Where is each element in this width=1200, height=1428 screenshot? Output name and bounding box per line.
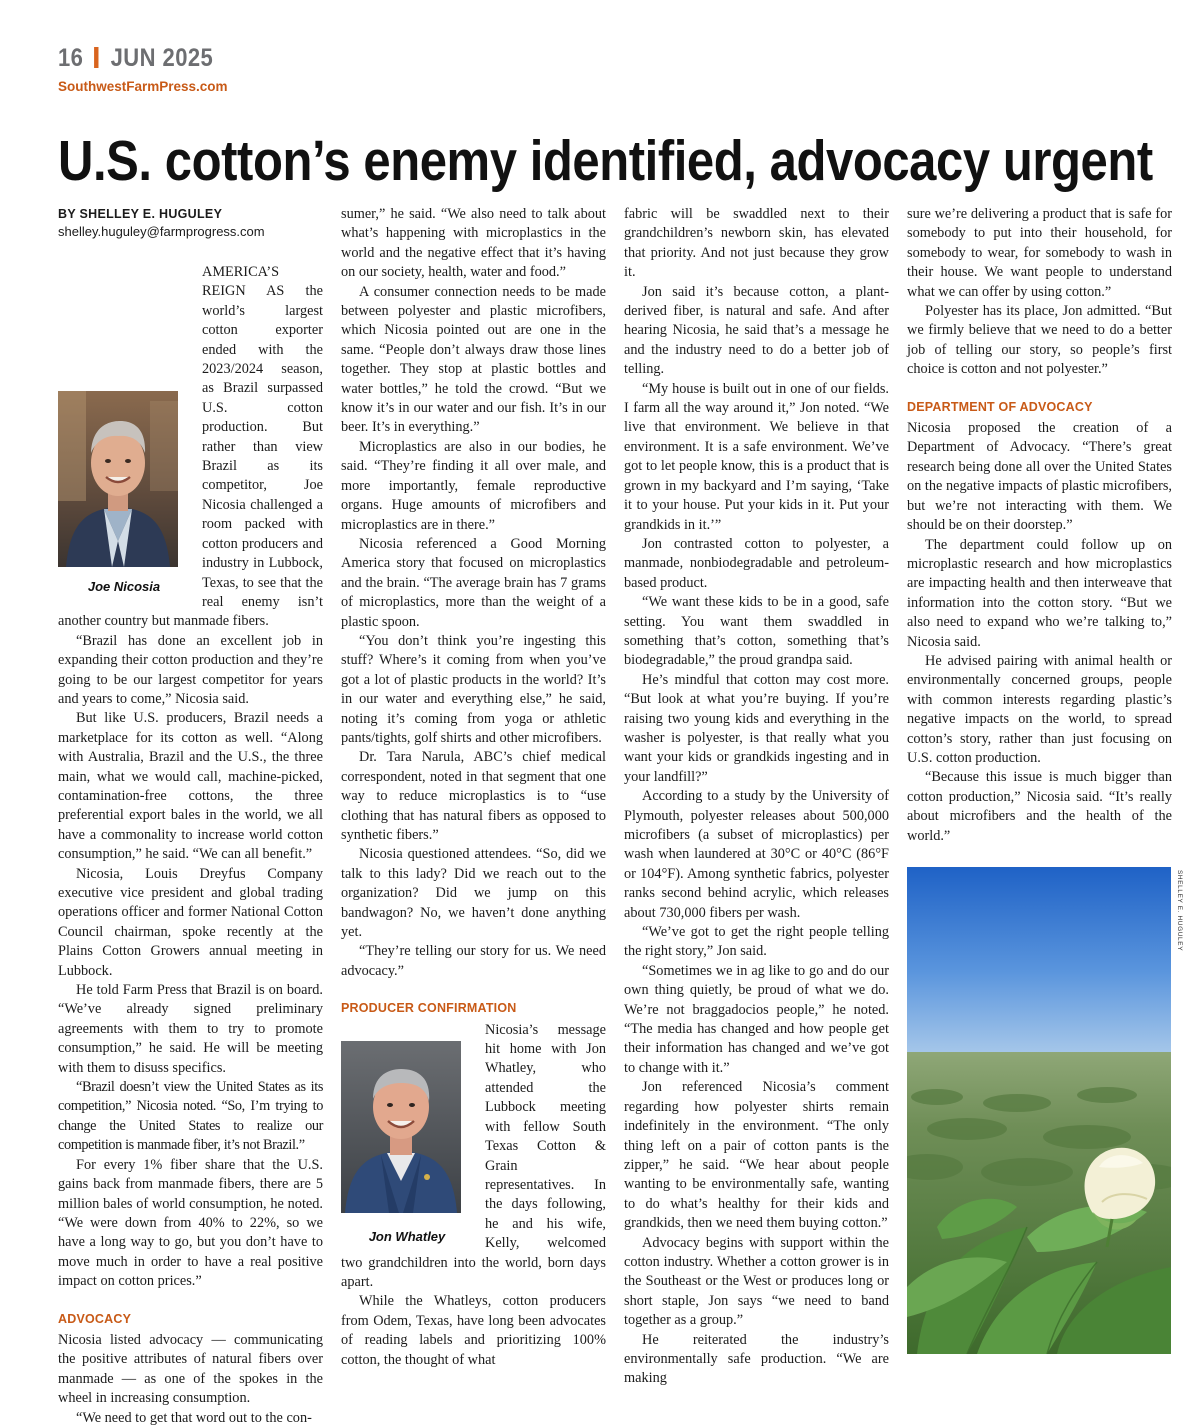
paragraph: Jon contrasted cotton to polyester, a manmade, nonbiodegradable and petroleum-based product. — [624, 535, 889, 591]
folio — [58, 44, 213, 73]
paragraph: “We need to get that word out to the con- — [76, 1409, 312, 1426]
portrait-image — [341, 1041, 461, 1213]
paragraph: But like U.S. producers, Brazil needs a marketplace for its cotton as well. “Along with Australia, Brazil and the U.S., the three main, what we would call, machine-picked, contamination-free cottons, the three preferential export bales in the world, we all have a commonality to increase world cotton consumption,” he said. “We can all benefit.” — [58, 710, 323, 863]
headline: U.S. cotton’s enemy identified, advocacy urgent — [58, 129, 1153, 193]
byline: BY SHELLEY E. HUGULEY — [58, 207, 223, 221]
folio-divider — [94, 47, 98, 68]
paragraph: He advised pairing with animal health or environmentally concerned groups, people with common interests regarding plastic’s negative impacts on the world, to spread cotton’s story, rather than just focusing on U.S. cotton production. — [907, 652, 1172, 766]
subhead-department-of-advocacy: DEPARTMENT OF ADVOCACY — [907, 399, 1093, 414]
paragraph: sumer,” he said. “We also need to talk about what’s happening with microplastics in the world and the negative effect that it’s having on our society, health, water and food.” — [341, 206, 606, 281]
paragraph: fabric will be swaddled next to their grandchildren’s newborn skin, has elevated that priority. And not just because they grow it. — [624, 206, 889, 281]
subhead-producer-confirmation: PRODUCER CONFIRMATION — [341, 1001, 517, 1016]
subhead-advocacy: ADVOCACY — [58, 1311, 132, 1326]
paragraph: Nicosia, Louis Dreyfus Company executive vice president and global trading operations officer and former National Cotton Council chairman, spoke recently at the Plains Cotton Growers annual meeting in Lubbock. — [58, 865, 323, 979]
paragraph: Polyester has its place, Jon admitted. “But we firmly believe that we need to do a better job of telling our story, so people’s first choice is cotton and not polyester.” — [907, 303, 1172, 378]
paragraph: Nicosia referenced a Good Morning America story that focused on microplastics and the brain. “The average brain has 7 grams of microplastics, more than the weight of a plastic spoon. — [341, 535, 606, 630]
paragraph: A consumer connection needs to be made between polyester and plastic microfibers, which Nicosia pointed out are one in the same. “People don’t always draw those lines together. They stop at plastic bottles and water bottles,” he told the crowd. “But we know it’s in our water and our fish. It’s in our beer. It’s in everything.” — [341, 283, 606, 436]
paragraph: “Brazil doesn’t view the United States as its competition,” Nicosia noted. “So, I’m trying to change the United States to realize our competition is manmade fiber, it’s not Brazil.” — [58, 1079, 323, 1154]
paragraph: The department could follow up on microplastic research and how microplastics are impacting health and then interweave that information into the cotton story. “But we also need to expand who we’re talking to,” Nicosia said. — [907, 536, 1172, 650]
paragraph: Nicosia questioned attendees. “So, did we talk to this lady? Did we reach out to the organization? Did we jump on this bandwagon? No, we haven’t done anything yet. — [341, 846, 606, 941]
nicosia-photo-block — [58, 391, 190, 596]
column-4 — [907, 205, 1172, 846]
photo-credit-text: SHELLEY E. HUGULEY — [1176, 870, 1183, 952]
paragraph: “They’re telling our story for us. We need advocacy.” — [341, 943, 606, 979]
paragraph: Microplastics are also in our bodies, he said. “They’re finding it all over male, and more importantly, female reproductive organs. Huge amounts of microfibers and microplastics are in there.” — [341, 438, 606, 533]
page-number: 16 — [58, 44, 84, 72]
paragraph: Dr. Tara Narula, ABC’s chief medical correspondent, noted in that segment that one way to reduce microplastics is to “use clothing that has natural fibers as opposed to synthetic fibers.” — [341, 749, 606, 843]
paragraph: For every 1% fiber share that the U.S. gains back from manmade fibers, there are 5 million bales of world consumption, he noted. “We were down from 40% to 22%, so we have a long way to go, but you don’t have to move much in order to have a real positive impact on cotton prices.” — [58, 1156, 323, 1290]
paragraph: Jon said it’s because cotton, a plant-derived fiber, is natural and safe. And after hearing Nicosia, he said that’s a message he and the industry need to do a better job of telling. — [624, 283, 889, 378]
issue-date: JUN 2025 — [110, 44, 214, 72]
paragraph: He told Farm Press that Brazil is on board. “We’ve already signed preliminary agreements with them to try to promote consumption,” he said. He will be meeting with them to disuss specifics. — [58, 982, 323, 1076]
paragraph: AMERICA’S REIGN AS the world’s largest cotton exporter ended with the 2023/2024 season, as Brazil surpassed U.S. cotton production. But rather than view Brazil as its competitor, Joe Nicosia challenged a room packed with cotton producers and industry in Lubbock, Texas, to see that the real enemy isn’t another country but manmade fibers. — [58, 264, 323, 630]
paragraph: “My house is built out in one of our fields. I farm all the way around it,” Jon noted. “We live that environment. We believe in that environment. It is a safe environment. We’ve got to let people know, this is a product that is grown in my backyard and I’m saying, ‘Take it to your house. Put your kids in it. Put your grandkids in it.’” — [624, 380, 889, 533]
paragraph: He reiterated the industry’s environmentally safe production. “We are making — [624, 1331, 889, 1387]
paragraph: He’s mindful that cotton may cost more. “But look at what you’re buying. If you’re raising two young kids and everything in the washer is polyester, is that really what you want your kids or grandkids ingesting and in your landfill?” — [624, 671, 889, 785]
photo-credit — [1171, 870, 1183, 990]
nicosia-caption: Joe Nicosia — [87, 579, 161, 594]
column-1 — [58, 205, 323, 1428]
paragraph: According to a study by the University of Plymouth, polyester releases about 500,000 microfibers (a subset of microplastics) per wash when laundered at 30°C or 40°C (86°F or 104°F). Among synthetic fabrics, polyester ranks second behind acrylic, which releases about 730,000 fibers per wash. — [624, 788, 889, 921]
paragraph: Nicosia’s message hit home with Jon Whatley, who attended the Lubbock meeting with fellow South Texas Cotton & Grain representatives. In the days following, he and his wife, Kelly, welcomed two grandchildren into the world, born days apart. — [341, 1021, 606, 1290]
paragraph: Jon referenced Nicosia’s comment regarding how polyester shirts remain indefinitely in the environment. “The only thing left on a pair of cotton pants is the zipper,” he said. “We hear about people wanting to be environmentally safe, wanting to do what’s healthy for their kids and grandkids, then we need them buying cotton.” — [624, 1079, 889, 1232]
paragraph: “Because this issue is much bigger than cotton production,” Nicosia said. “It’s really about microfibers and the health of the world.” — [907, 769, 1172, 844]
author-email[interactable]: shelley.huguley@farmprogress.com — [58, 224, 265, 239]
paragraph: “You don’t think you’re ingesting this stuff? Where’s it coming from when you’ve got a lot of plastic products in the world? It’s in our water and everything else,” he said, noting it’s coming from yoga or athletic pants/tights, golf shirts and other microfibers. — [341, 632, 606, 746]
paragraph: sure we’re delivering a product that is safe for somebody to put into their household, for somebody to wear, for somebody to wash in their house. We want people to understand what we can offer by using cotton.” — [907, 206, 1172, 300]
jon-whatley-photo — [341, 1041, 461, 1213]
cotton-field-photo — [907, 867, 1171, 1354]
joe-nicosia-photo — [58, 391, 178, 567]
paragraph: While the Whatleys, cotton producers from Odem, Texas, have long been advocates of reading labels and prioritizing 100% cotton, the thought of what — [341, 1293, 606, 1368]
whatley-photo-block — [341, 1041, 473, 1246]
paragraph: Nicosia listed advocacy — communicating the positive attributes of natural fibers over manmade — as one of the spokes in the wheel in increasing consumption. — [58, 1331, 323, 1407]
paragraph: “Brazil has done an excellent job in expanding their cotton production and they’re going to be our largest competitor for years and years to come,” Nicosia said. — [58, 632, 323, 707]
paragraph: “We want these kids to be in a good, safe setting. You want them swaddled in something that’s cotton, something that’s biodegradable,” the proud grandpa said. — [624, 594, 889, 669]
column-3 — [624, 205, 889, 1389]
whatley-caption: Jon Whatley — [368, 1228, 446, 1244]
paragraph: “Sometimes we in ag like to go and do our own thing quietly, be proud of what we do. We’re not braggadocios people,” he noted. “The media has changed and how people get their information has changed and we’ve got to change with it.” — [624, 962, 889, 1076]
paragraph: Nicosia proposed the creation of a Department of Advocacy. “There’s great research being done all over the United States on the negative impacts of plastic microfibers, but we’re not interacting with them. We should be on their doorstep.” — [907, 420, 1172, 534]
site-url[interactable]: SouthwestFarmPress.com — [58, 79, 228, 94]
column-2 — [341, 205, 606, 1370]
portrait-image — [58, 391, 178, 567]
paragraph: Advocacy begins with support within the cotton industry. Whether a cotton grower is in the Southeast or the West or produces long or short staple, Jon says “we need to band together as a group.” — [624, 1234, 889, 1329]
page-header — [58, 44, 234, 94]
paragraph: “We’ve got to get the right people telling the right story,” Jon said. — [624, 924, 889, 960]
cotton-flower-image — [907, 867, 1171, 1354]
